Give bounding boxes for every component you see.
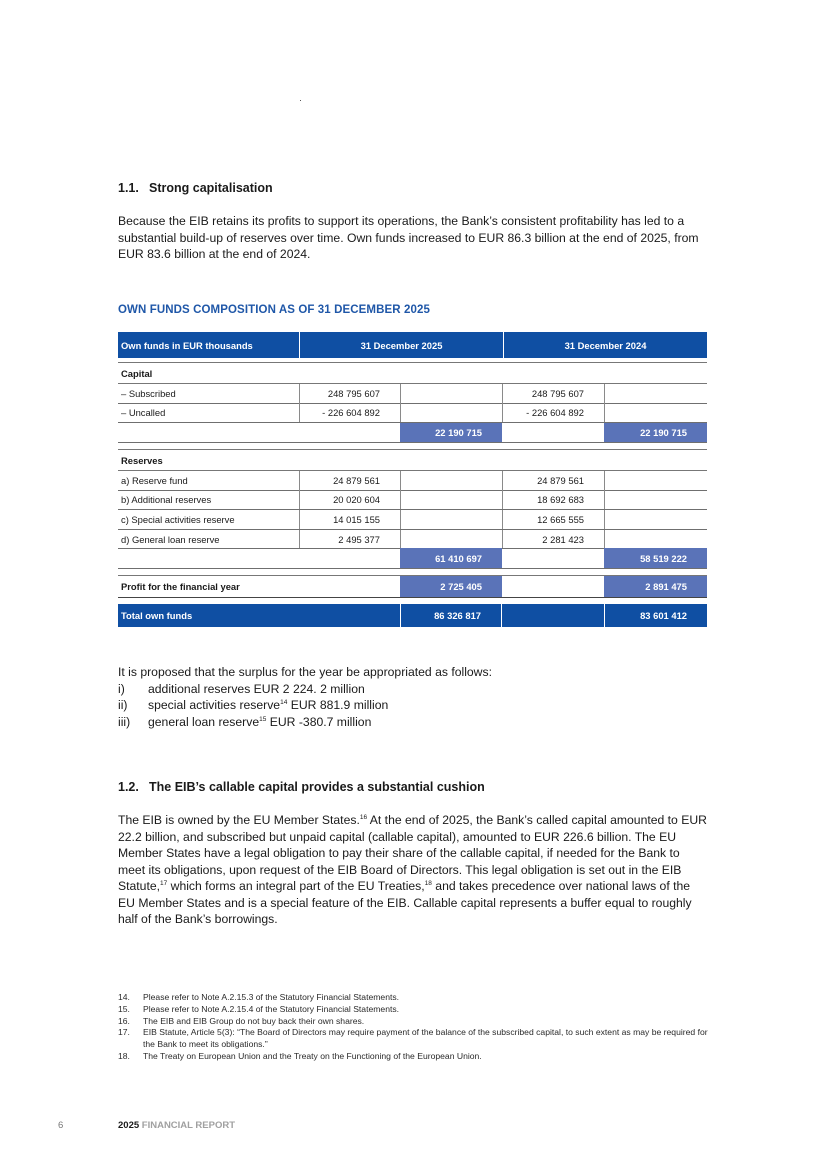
footnote-text: Please refer to Note A.2.15.3 of the Statutory Financial Statements. — [143, 992, 400, 1002]
section-paragraph — [118, 812, 710, 928]
row-label: – Subscribed — [121, 388, 176, 399]
list-item-text: additional reserves EUR 2 224. 2 million — [148, 681, 365, 696]
profit-label: Profit for the financial year — [121, 581, 240, 592]
profit-2025: 2 725 405 — [400, 576, 502, 597]
section-title: Strong capitalisation — [149, 181, 273, 195]
subtotal-2025-empty — [400, 510, 502, 529]
table-row — [118, 470, 707, 491]
subtotal-2024-empty — [604, 530, 707, 548]
value-2024: 24 879 561 — [502, 471, 604, 490]
list-item-text: special activities reserve — [148, 698, 281, 712]
report-label: FINANCIAL REPORT — [139, 1120, 236, 1131]
list-item — [118, 681, 492, 698]
reserves-subtotal-2024: 58 519 222 — [604, 548, 707, 568]
appropriation-list — [118, 664, 492, 730]
header-2025: 31 December 2025 — [299, 332, 503, 358]
list-item — [118, 697, 492, 714]
value-2025: 2 495 377 — [299, 530, 400, 548]
section-number: 1.2. — [118, 780, 139, 794]
table-row — [118, 383, 707, 404]
value-2025: 248 795 607 — [299, 384, 400, 403]
capital-subtotal-2025: 22 190 715 — [400, 423, 502, 442]
header-label: Own funds in EUR thousands — [121, 339, 253, 351]
footnote — [118, 992, 710, 1004]
footnote-ref: 15 — [259, 715, 267, 723]
section-title: The EIB’s callable capital provides a substantial cushion — [149, 780, 485, 794]
subtotal-2024-empty — [604, 471, 707, 490]
footnote-text: The Treaty on European Union and the Treaty on the Functioning of the European Union. — [143, 1050, 482, 1061]
section-heading-1-1 — [118, 181, 273, 195]
subtotal-2025-empty — [400, 384, 502, 403]
footnotes — [118, 992, 710, 1063]
value-2025: 24 879 561 — [299, 471, 400, 490]
section-paragraph: Because the EIB retains its profits to support its operations, the Bank’s consistent profitability has led to a substantial build-up of reserves over time. Own funds increased to EUR 86.3 billion at the end of 2025, from EUR 83.6 billion at the end of 2024. — [118, 214, 699, 261]
footnote-number: 14. — [118, 992, 130, 1002]
total-row — [118, 604, 707, 627]
list-item-text-after: EUR -380.7 million — [266, 714, 372, 729]
footnote-text: EIB Statute, Article 5(3): “The Board of Directors may require payment of the balance of the subscribed capital, to such extent as may be required for the Bank to meet its obligations.” — [143, 1027, 708, 1050]
total-label: Total own funds — [121, 610, 193, 621]
footnote — [118, 1016, 710, 1028]
value-2024: 18 692 683 — [502, 490, 604, 509]
table-header-row — [118, 332, 707, 358]
footnote-number: 16. — [118, 1015, 130, 1026]
value-2024: 2 281 423 — [502, 530, 604, 548]
row-label: c) Special activities reserve — [121, 514, 235, 525]
capital-subtotal-2024: 22 190 715 — [604, 423, 707, 442]
table-title: OWN FUNDS COMPOSITION AS OF 31 DECEMBER 2025 — [118, 304, 430, 316]
value-2024: 12 665 555 — [502, 510, 604, 529]
value-2024: 248 795 607 — [502, 384, 604, 403]
paragraph-text: At the end of 2025, the Bank’s called capital amounted to EUR 22.2 billion, and subscribed but unpaid capital (callable capital), amounted to EUR 226.6 billion. The EU Member States have a legal obligation to pay their share of the callable capital, if needed for the Bank to meet its obligations, upon request of the EIB Board of Directors. This legal obligation is set out in the EIB Statute, — [118, 813, 707, 893]
paragraph-text: which forms an integral part of the EU Treaties, — [167, 879, 425, 893]
value-2025: 14 015 155 — [299, 510, 400, 529]
footnote-text: The EIB and EIB Group do not buy back their own shares. — [143, 1015, 365, 1026]
header-2024: 31 December 2024 — [503, 332, 707, 358]
footnote-number: 15. — [118, 1003, 130, 1014]
value-2025: 20 020 604 — [299, 490, 400, 509]
list-marker: ii) — [118, 698, 128, 712]
row-label: b) Additional reserves — [121, 494, 212, 505]
reserves-heading-row — [118, 449, 707, 470]
list-item-text: general loan reserve — [148, 714, 260, 729]
list-marker: i) — [118, 681, 125, 696]
row-label: a) Reserve fund — [121, 475, 188, 486]
capital-heading-row — [118, 362, 707, 383]
list-marker: iii) — [118, 714, 131, 729]
footnote-text: Please refer to Note A.2.15.4 of the Statutory Financial Statements. — [143, 1003, 400, 1014]
footnote — [118, 1027, 710, 1051]
row-label: – Uncalled — [121, 407, 166, 418]
footnote-ref: 18 — [424, 879, 432, 887]
subtotal-2025-empty — [400, 403, 502, 422]
list-item — [118, 714, 492, 731]
profit-2024: 2 891 475 — [604, 576, 707, 597]
subtotal-2025-empty — [400, 490, 502, 509]
stray-dot — [300, 100, 301, 101]
footnote-ref: 16 — [359, 813, 368, 821]
subtotal-2024-empty — [604, 384, 707, 403]
capital-subtotal-row — [118, 423, 707, 443]
total-2024: 83 601 412 — [604, 604, 707, 627]
footnote — [118, 1004, 710, 1016]
profit-row — [118, 575, 707, 598]
footnote-ref: 17 — [160, 879, 168, 887]
subtotal-2025-empty — [400, 471, 502, 490]
subtotal-2024-empty — [604, 403, 707, 422]
footnote-number: 17. — [118, 1027, 130, 1038]
paragraph-text: and takes precedence over national laws of the EU Member States and is a special feature of the EIB. Callable capital represents a buffer equal to roughly half of the Bank’s borrowings. — [118, 879, 692, 926]
subtotal-2024-empty — [604, 490, 707, 509]
subtotal-2025-empty — [400, 530, 502, 548]
value-2024: - 226 604 892 — [502, 403, 604, 422]
footnote-number: 18. — [118, 1050, 130, 1061]
row-label: d) General loan reserve — [121, 533, 220, 545]
total-2025: 86 326 817 — [400, 604, 502, 627]
footnote — [118, 1051, 710, 1063]
reserves-label: Reserves — [121, 454, 163, 466]
reserves-subtotal-row — [118, 548, 707, 569]
report-title — [118, 1120, 235, 1131]
table-row — [118, 490, 707, 510]
section-heading-1-2 — [118, 780, 485, 794]
value-2025: - 226 604 892 — [299, 403, 400, 422]
page-number: 6 — [58, 1120, 64, 1131]
subtotal-2024-empty — [604, 510, 707, 529]
paragraph-text: The EIB is owned by the EU Member States. — [118, 813, 360, 827]
report-year: 2025 — [118, 1120, 140, 1131]
appropriation-intro: It is proposed that the surplus for the year be appropriated as follows: — [118, 665, 492, 679]
reserves-subtotal-2025: 61 410 697 — [400, 548, 502, 568]
table-row — [118, 530, 707, 549]
footnote-ref: 14 — [280, 698, 288, 706]
section-number: 1.1. — [118, 181, 139, 195]
table-row — [118, 510, 707, 530]
table-row — [118, 403, 707, 423]
capital-label: Capital — [121, 367, 153, 379]
list-item-text-after: EUR 881.9 million — [287, 698, 389, 712]
